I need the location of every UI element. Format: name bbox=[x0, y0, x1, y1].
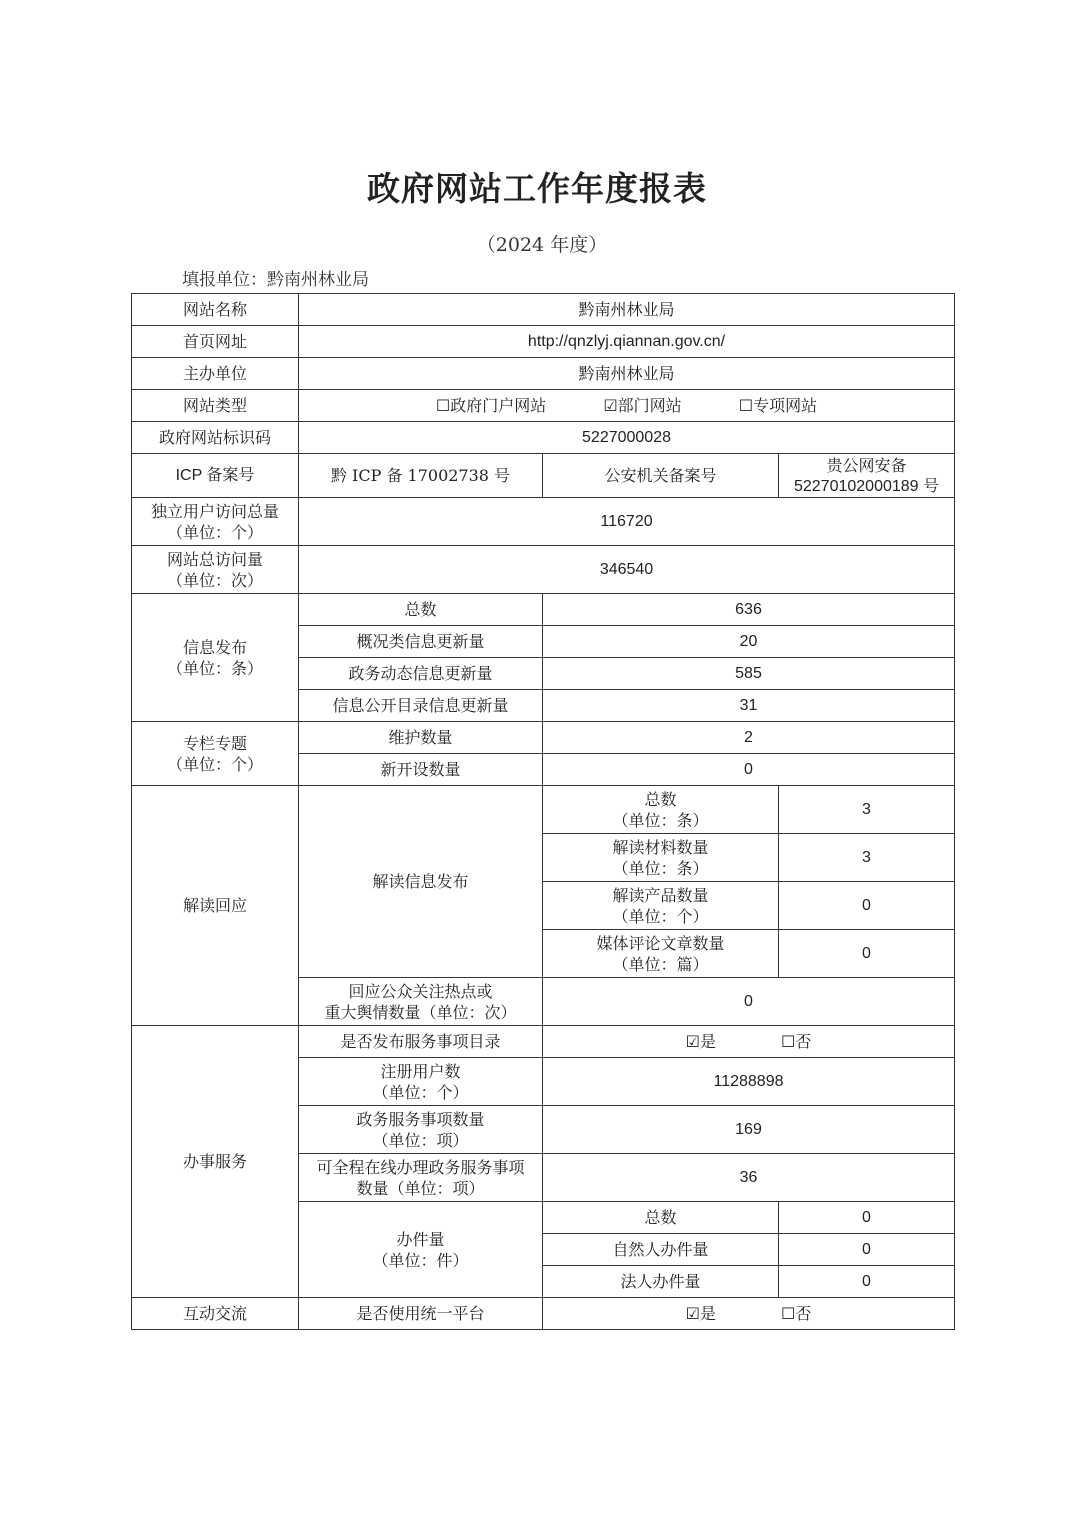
row-label: 网站名称 bbox=[132, 294, 299, 326]
item-value: 3 bbox=[779, 834, 955, 882]
item-value: 31 bbox=[543, 690, 955, 722]
section-label-info-publish bbox=[132, 594, 299, 722]
label-line: 可全程在线办理政务服务事项 bbox=[316, 1157, 525, 1177]
label-line: 政务服务事项数量 bbox=[356, 1109, 485, 1129]
table-row bbox=[132, 390, 955, 422]
row-label: 政府网站标识码 bbox=[132, 422, 299, 454]
item-label: 政务动态信息更新量 bbox=[299, 658, 543, 690]
item-value: 585 bbox=[543, 658, 955, 690]
site-id-value: 5227000028 bbox=[299, 422, 955, 454]
site-type-option-portal bbox=[436, 395, 546, 416]
icp-value: 黔 ICP 备 17002738 号 bbox=[299, 454, 543, 498]
label-line: 重大舆情数量（单位：次） bbox=[324, 1002, 517, 1022]
option-yes bbox=[686, 1303, 716, 1324]
item-label bbox=[299, 1058, 543, 1106]
table-row bbox=[132, 358, 955, 390]
item-label bbox=[543, 786, 779, 834]
row-label bbox=[132, 546, 299, 594]
page-title: 政府网站工作年度报表 bbox=[367, 169, 707, 208]
total-visits-value: 346540 bbox=[299, 546, 955, 594]
table-row bbox=[132, 294, 955, 326]
item-value: 11288898 bbox=[543, 1058, 955, 1106]
item-value: 169 bbox=[543, 1106, 955, 1154]
label-line: （单位：个） bbox=[166, 754, 263, 774]
label-line: 解读产品数量 bbox=[612, 885, 709, 905]
item-label: 总数 bbox=[299, 594, 543, 626]
item-value: 0 bbox=[543, 978, 955, 1026]
option-label: 是 bbox=[699, 1032, 716, 1051]
checkbox-unchecked-icon: ☐ bbox=[435, 396, 451, 415]
police-record-line: 52270102000189 号 bbox=[793, 477, 940, 495]
label-line: （单位：个） bbox=[612, 906, 709, 926]
table-row bbox=[132, 786, 955, 834]
checkbox-unchecked-icon: ☐ bbox=[781, 1032, 796, 1051]
option-label: 否 bbox=[795, 1304, 812, 1323]
label-line: 专栏专题 bbox=[182, 733, 247, 753]
unique-visitors-value: 116720 bbox=[299, 498, 955, 546]
label-line: （单位：次） bbox=[166, 570, 263, 590]
site-type-options bbox=[299, 390, 955, 422]
police-record-line: 贵公网安备 bbox=[826, 455, 907, 475]
item-label: 概况类信息更新量 bbox=[299, 626, 543, 658]
fill-unit: 填报单位：黔南州林业局 bbox=[182, 270, 369, 290]
table-row bbox=[132, 594, 955, 626]
option-label: 部门网站 bbox=[617, 396, 682, 415]
row-label: 首页网址 bbox=[132, 326, 299, 358]
site-name-value: 黔南州林业局 bbox=[299, 294, 955, 326]
label-line: （单位：件） bbox=[372, 1250, 469, 1270]
item-value: 0 bbox=[779, 1266, 955, 1298]
section-label-interpretation: 解读回应 bbox=[132, 786, 299, 1026]
item-label: 是否使用统一平台 bbox=[299, 1298, 543, 1330]
label-line: 回应公众关注热点或 bbox=[348, 981, 493, 1001]
item-value: 2 bbox=[543, 722, 955, 754]
checkbox-checked-icon: ☑ bbox=[685, 1304, 700, 1323]
option-no bbox=[781, 1303, 811, 1324]
site-type-option-special bbox=[739, 395, 817, 416]
sponsor-value: 黔南州林业局 bbox=[299, 358, 955, 390]
row-label bbox=[132, 498, 299, 546]
table-row bbox=[132, 546, 955, 594]
police-record-value bbox=[779, 454, 955, 498]
table-row bbox=[132, 1298, 955, 1330]
label-line: （单位：篇） bbox=[612, 954, 709, 974]
item-value: 0 bbox=[779, 882, 955, 930]
item-label: 法人办件量 bbox=[543, 1266, 779, 1298]
label-line: 网站总访问量 bbox=[166, 549, 263, 569]
option-label: 专项网站 bbox=[753, 396, 818, 415]
item-label bbox=[299, 1154, 543, 1202]
item-label: 自然人办件量 bbox=[543, 1234, 779, 1266]
option-label: 否 bbox=[795, 1032, 812, 1051]
item-label: 新开设数量 bbox=[299, 754, 543, 786]
table-row bbox=[132, 722, 955, 754]
item-label: 是否发布服务事项目录 bbox=[299, 1026, 543, 1058]
checkbox-unchecked-icon: ☐ bbox=[738, 396, 754, 415]
item-label: 维护数量 bbox=[299, 722, 543, 754]
item-label bbox=[299, 978, 543, 1026]
interpretation-publish-label: 解读信息发布 bbox=[299, 786, 543, 978]
section-label-services: 办事服务 bbox=[132, 1026, 299, 1298]
police-record-label: 公安机关备案号 bbox=[543, 454, 779, 498]
table-row bbox=[132, 326, 955, 358]
table-row bbox=[132, 454, 955, 498]
item-value: 0 bbox=[779, 1202, 955, 1234]
report-table bbox=[131, 293, 955, 1330]
table-row bbox=[132, 1026, 955, 1058]
item-value: 20 bbox=[543, 626, 955, 658]
item-value: 36 bbox=[543, 1154, 955, 1202]
label-line: 媒体评论文章数量 bbox=[596, 933, 725, 953]
table-row bbox=[132, 422, 955, 454]
option-label: 是 bbox=[699, 1304, 716, 1323]
item-label: 信息公开目录信息更新量 bbox=[299, 690, 543, 722]
item-value: 0 bbox=[543, 754, 955, 786]
item-value: 636 bbox=[543, 594, 955, 626]
section-label-interaction: 互动交流 bbox=[132, 1298, 299, 1330]
homepage-url: http://qnzlyj.qiannan.gov.cn/ bbox=[299, 326, 955, 358]
checkbox-checked-icon: ☑ bbox=[685, 1032, 700, 1051]
label-line: 信息发布 bbox=[182, 637, 247, 657]
label-line: （单位：条） bbox=[612, 810, 709, 830]
item-value: 3 bbox=[779, 786, 955, 834]
label-line: （单位：条） bbox=[612, 858, 709, 878]
label-line: 办件量 bbox=[396, 1229, 445, 1249]
checkbox-unchecked-icon: ☐ bbox=[781, 1304, 796, 1323]
row-label: ICP 备案号 bbox=[132, 454, 299, 498]
label-line: 注册用户数 bbox=[380, 1061, 461, 1081]
row-label: 主办单位 bbox=[132, 358, 299, 390]
label-line: （单位：个） bbox=[166, 522, 263, 542]
item-value: 0 bbox=[779, 930, 955, 978]
item-label bbox=[543, 930, 779, 978]
platform-options bbox=[543, 1298, 955, 1330]
item-label bbox=[543, 834, 779, 882]
section-label-columns bbox=[132, 722, 299, 786]
option-yes bbox=[686, 1031, 716, 1052]
site-type-option-department bbox=[603, 395, 681, 416]
label-line: 独立用户访问总量 bbox=[150, 501, 279, 521]
checkbox-checked-icon: ☑ bbox=[603, 396, 618, 415]
label-line: 数量（单位：项） bbox=[356, 1178, 485, 1198]
item-value: 0 bbox=[779, 1234, 955, 1266]
row-label: 网站类型 bbox=[132, 390, 299, 422]
item-label bbox=[543, 882, 779, 930]
item-label: 总数 bbox=[543, 1202, 779, 1234]
label-line: （单位：项） bbox=[372, 1130, 469, 1150]
catalog-options bbox=[543, 1026, 955, 1058]
option-no bbox=[781, 1031, 811, 1052]
handled-label bbox=[299, 1202, 543, 1298]
option-label: 政府门户网站 bbox=[450, 396, 547, 415]
item-label bbox=[299, 1106, 543, 1154]
report-year: （2024 年度） bbox=[476, 234, 608, 256]
table-row bbox=[132, 498, 955, 546]
label-line: （单位：条） bbox=[166, 658, 263, 678]
label-line: （单位：个） bbox=[372, 1082, 469, 1102]
label-line: 总数 bbox=[644, 789, 677, 809]
label-line: 解读材料数量 bbox=[612, 837, 709, 857]
